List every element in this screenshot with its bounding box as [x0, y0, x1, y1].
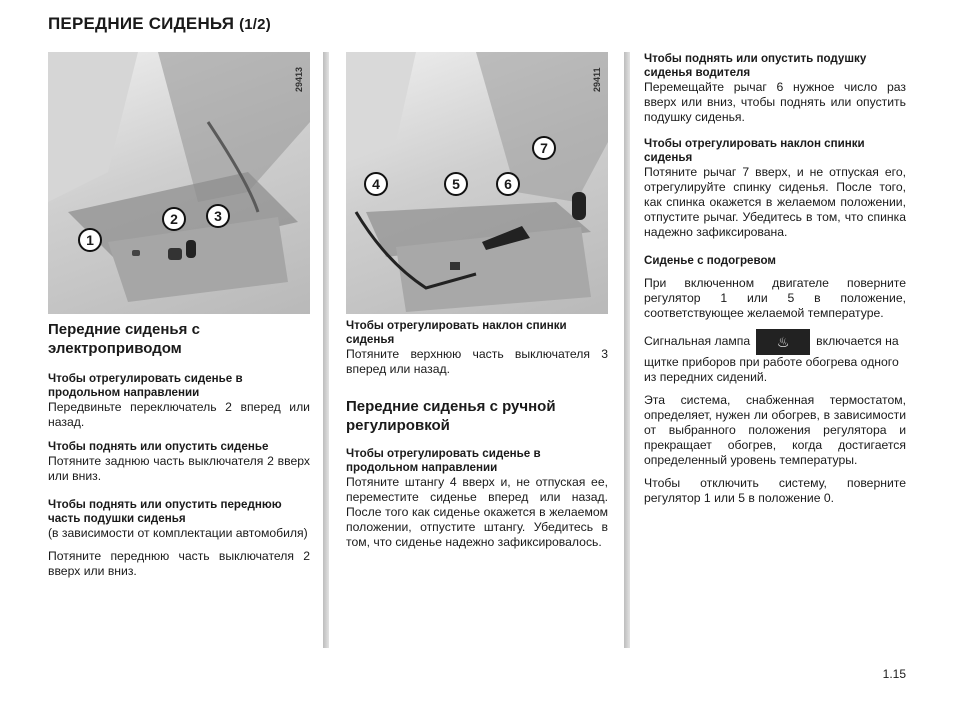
- paragraph: Потяните переднюю часть выключателя 2 вверх или вниз.: [48, 549, 310, 578]
- paragraph: Потяните штангу 4 вверх и, не отпуская ее, переместите сиденье вперед или назад. После того как сиденье окажется в желаемом положении, отпустите штангу. Убедитесь в том, что сиденье надежно зафиксировалось.: [346, 475, 608, 549]
- title-text: ПЕРЕДНИЕ СИДЕНЬЯ: [48, 14, 235, 33]
- image-code: 29413: [294, 66, 304, 92]
- subheading: Чтобы поднять или опустить подушку сиденья водителя: [644, 52, 867, 79]
- subheading: Сиденье с подогревом: [644, 254, 776, 267]
- paragraph: Чтобы отключить систему, поверните регулятор 1 или 5 в положение 0.: [644, 476, 906, 505]
- page-title: [48, 14, 271, 34]
- callout-6: 6: [496, 172, 520, 196]
- callout-7: 7: [532, 136, 556, 160]
- paragraph: При включенном двигателе поверните регулятор 1 или 5 в положение, соответствующее желаемой температуре.: [644, 276, 906, 320]
- callout-4: 4: [364, 172, 388, 196]
- subheading: Чтобы отрегулировать сиденье в продольном направлении: [48, 372, 243, 399]
- callout-5: 5: [444, 172, 468, 196]
- image-code: 29411: [592, 67, 602, 92]
- paragraph: Передвиньте переключатель 2 вперед или назад.: [48, 400, 310, 429]
- seat-heater-warning-icon: ♨: [756, 329, 810, 355]
- subheading: Чтобы поднять или опустить сиденье: [48, 440, 269, 453]
- section-title-electric: Передние сиденья с электроприводом: [48, 321, 200, 357]
- section-title-manual: Передние сиденья с ручной регулировкой: [346, 398, 556, 434]
- callout-1: 1: [78, 228, 102, 252]
- column-3: [644, 52, 906, 506]
- lamp-text-end: включается на щитке приборов при работе обогрева одного из передних сидений.: [644, 334, 899, 384]
- lamp-text-start: Сигнальная лампа: [644, 334, 751, 349]
- title-part: (1/2): [239, 16, 271, 33]
- seat-photo-electric: [48, 52, 310, 314]
- paragraph: (в зависимости от комплектации автомобиля): [48, 526, 308, 540]
- seat-illustration: [48, 52, 310, 314]
- page-number: 1.15: [882, 667, 906, 681]
- column-divider: [624, 52, 630, 648]
- callout-2: 2: [162, 207, 186, 231]
- seat-photo-manual: [346, 52, 608, 314]
- subheading: Чтобы поднять или опустить переднюю часть подушки сиденья: [48, 498, 282, 525]
- paragraph: Потяните рычаг 7 вверх, и не отпуская его, отрегулируйте спинку сиденья. После того, как спинка окажется в желаемом положении, отпустите рычаг. Убедитесь в том, что спинка надежно зафиксирована.: [644, 165, 906, 239]
- subheading: Чтобы отрегулировать сиденье в продольном направлении: [346, 447, 541, 474]
- callout-3: 3: [206, 204, 230, 228]
- column-divider: [323, 52, 329, 648]
- column-1: [48, 320, 310, 579]
- column-2: [346, 319, 608, 550]
- paragraph: Потяните заднюю часть выключателя 2 вверх или вниз.: [48, 454, 310, 483]
- paragraph: Эта система, снабженная термостатом, определяет, нужен ли обогрев, в зависимости от выбранного положения регулятора и прекращает обогрев, когда достигается определенный уровень температуры.: [644, 393, 906, 467]
- subheading: Чтобы отрегулировать наклон спинки сиденья: [644, 137, 865, 164]
- subheading: Чтобы отрегулировать наклон спинки сиденья: [346, 319, 567, 346]
- paragraph-lamp: [644, 329, 906, 385]
- paragraph: Потяните верхнюю часть выключателя 3 вперед или назад.: [346, 347, 608, 376]
- paragraph: Перемещайте рычаг 6 нужное число раз вверх или вниз, чтобы поднять или опустить подушку сиденья.: [644, 80, 906, 124]
